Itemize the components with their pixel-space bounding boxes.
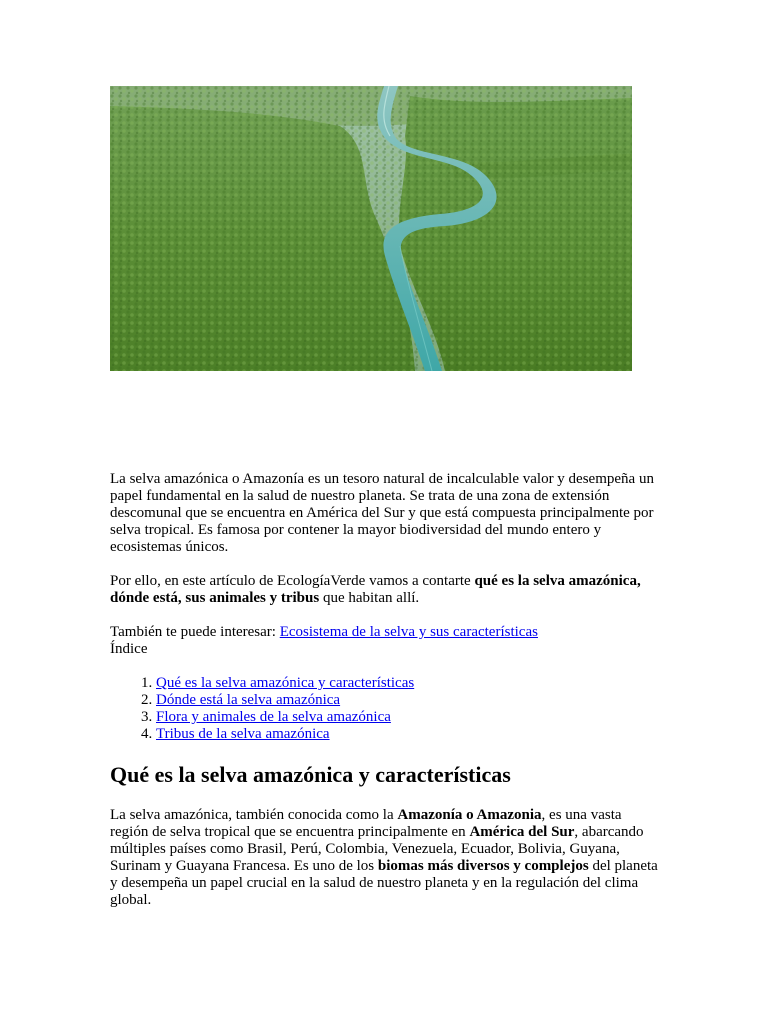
toc-item	[156, 675, 658, 692]
section-text-4: del planeta y desempeña un papel crucial en la salud de nuestro planeta y en la regulación del clima global.	[110, 858, 658, 908]
toc-item	[156, 709, 658, 726]
toc-link-que-es[interactable]: Qué es la selva amazónica y características	[156, 675, 415, 691]
porello-text-after: que habitan allí.	[319, 590, 420, 606]
porello-bold-text: qué es la selva amazónica, dónde está, sus animales y tribus	[110, 573, 641, 606]
toc-link-donde-esta[interactable]: Dónde está la selva amazónica	[156, 692, 341, 708]
section-bold-2: América del Sur	[469, 824, 575, 840]
related-article	[110, 624, 658, 641]
section-text-1: La selva amazónica, también conocida como la	[110, 807, 398, 823]
toc-title: Índice	[110, 641, 148, 657]
porello-text-before: Por ello, en este artículo de EcologíaVerde vamos a contarte	[110, 573, 475, 589]
related-prefix: También te puede interesar:	[110, 624, 280, 640]
table-of-contents	[110, 675, 658, 743]
toc-link-tribus[interactable]: Tribus de la selva amazónica	[156, 726, 330, 742]
section-text-3: , abarcando múltiples países como Brasil, Perú, Colombia, Venezuela, Ecuador, Bolivia, Guyana, Surinam y Guayana Francesa. Es uno de los	[110, 824, 644, 874]
toc-link-flora-animales[interactable]: Flora y animales de la selva amazónica	[156, 709, 391, 725]
intro-paragraph: La selva amazónica o Amazonía es un tesoro natural de incalculable valor y desempeña un papel fundamental en la salud de nuestro planeta. Se trata de una zona de extensión descomunal que se encuentra en América del Sur y que está compuesta principalmente por selva tropical. Es famosa por contener la mayor biodiversidad del mundo entero y ecosistemas únicos.	[110, 471, 654, 555]
section-paragraph	[110, 807, 658, 909]
section-bold-1: Amazonía o Amazonia	[397, 807, 542, 823]
toc-item	[156, 726, 658, 743]
toc-item	[156, 692, 658, 709]
section-text-2: , es una vasta región de selva tropical que se encuentra principalmente en	[110, 807, 622, 840]
article-body	[110, 471, 658, 909]
porello-paragraph	[110, 573, 658, 607]
section-bold-3: biomas más diversos y complejos	[377, 858, 589, 874]
amazon-river-aerial-image	[110, 86, 632, 371]
section-heading: Qué es la selva amazónica y características	[110, 762, 511, 787]
related-link[interactable]: Ecosistema de la selva y sus características	[279, 624, 538, 640]
